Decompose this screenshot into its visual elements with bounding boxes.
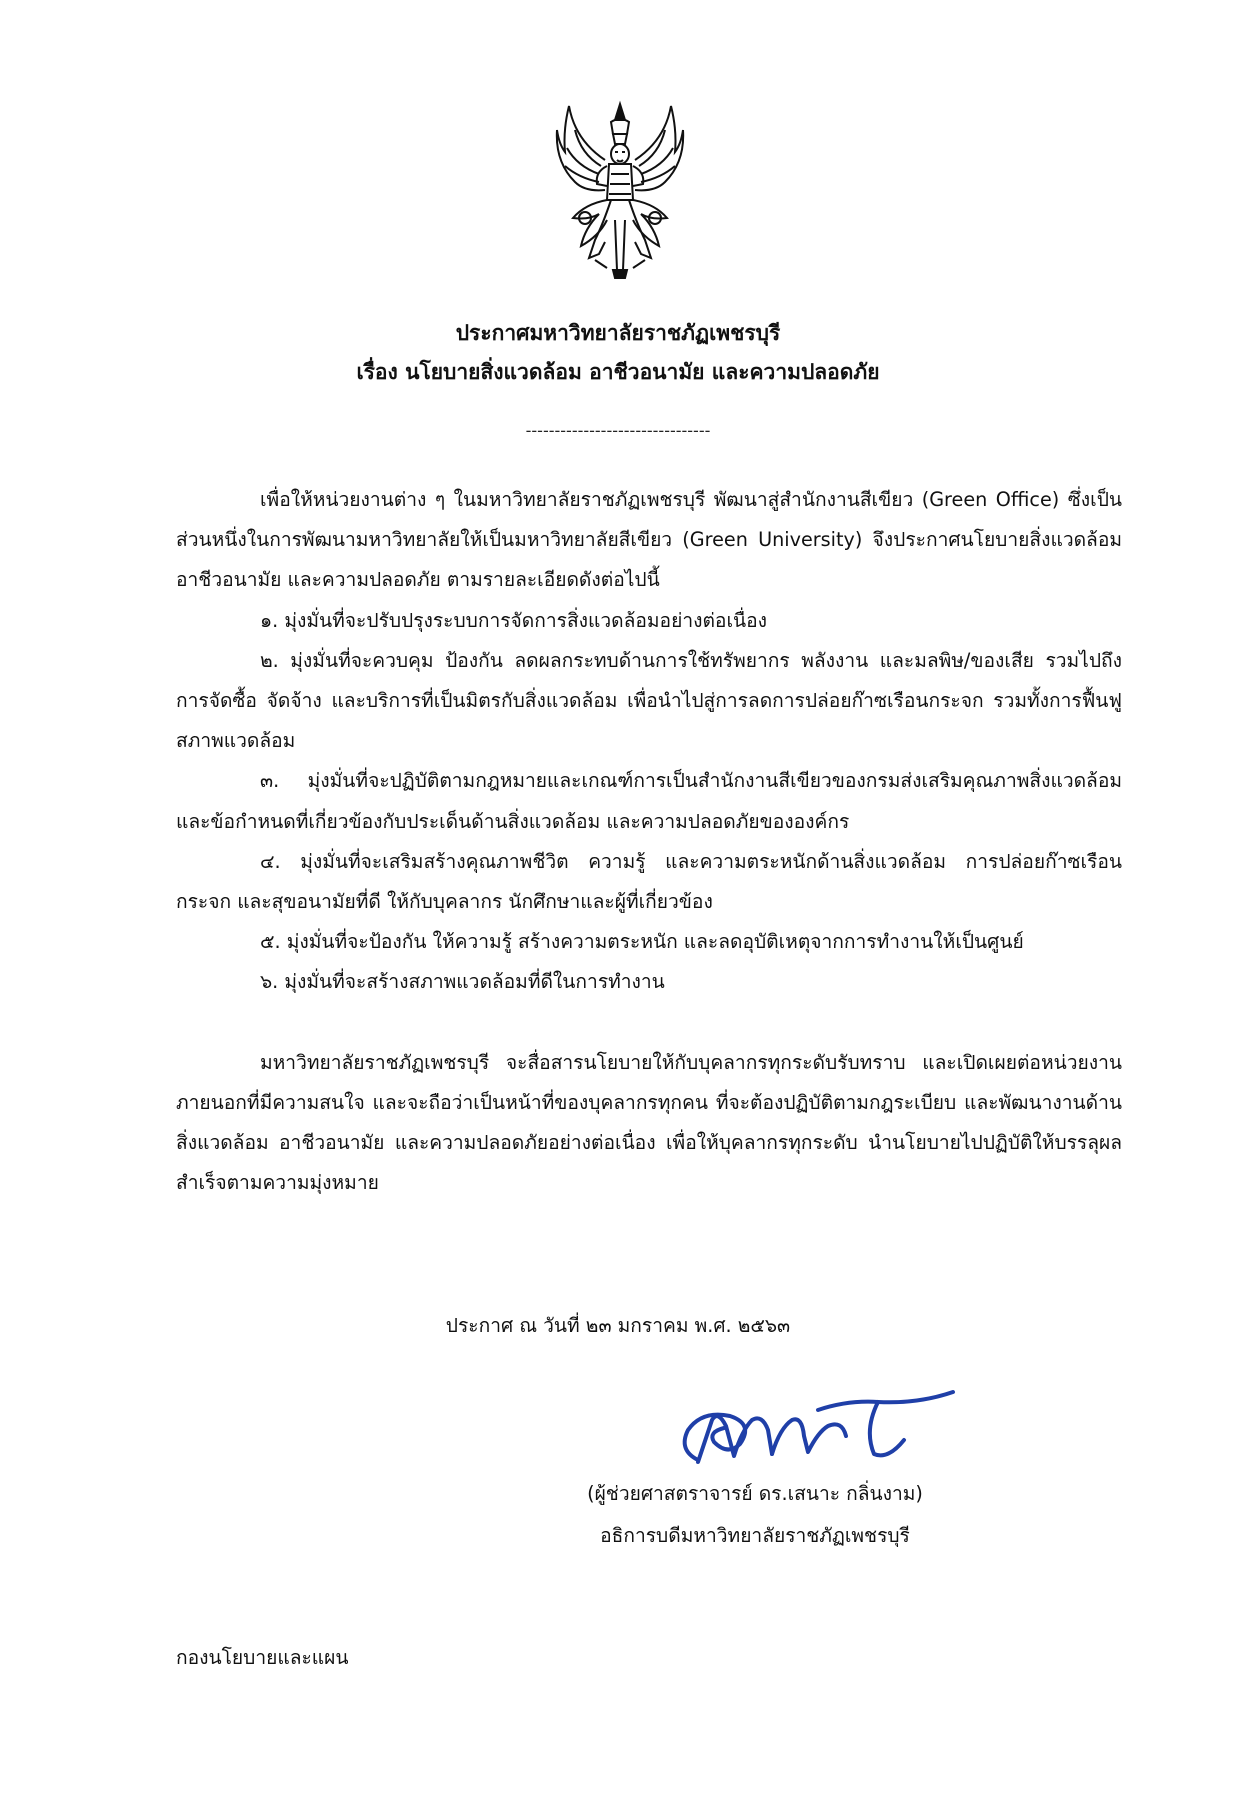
policy-item-3: ๓. มุ่งมั่นที่จะปฏิบัติตามกฎหมายและเกณฑ์การเป็นสำนักงานสีเขียวของกรมส่งเสริมคุณภาพสิ่งแวดล้อม และข้อกำหนดที่เกี่ยวข้องกับประเด็นด้านสิ่งแวดล้อม และความปลอดภัยขององค์กร bbox=[176, 769, 1122, 833]
intro-paragraph: เพื่อให้หน่วยงานต่าง ๆ ในมหาวิทยาลัยราชภัฏเพชรบุรี พัฒนาสู่สำนักงานสีเขียว (Green Office) ซึ่งเป็นส่วนหนึ่งในการพัฒนามหาวิทยาลัยให้เป็นมหาวิทยาลัยสีเขียว (Green University) จึงประกาศนโยบายสิ่งแวดล้อม อาชีวอนามัย และความปลอดภัย ตามรายละเอียดดังต่อไปนี้ bbox=[176, 488, 1122, 592]
policy-item-2: ๒. มุ่งมั่นที่จะควบคุม ป้องกัน ลดผลกระทบด้านการใช้ทรัพยากร พลังงาน และมลพิษ/ของเสีย รวมไปถึงการจัดซื้อ จัดจ้าง และบริการที่เป็นมิตรกับสิ่งแวดล้อม เพื่อนำไปสู่การลดการปล่อยก๊าซเรือนกระจก รวมทั้งการฟื้นฟูสภาพแวดล้อม bbox=[176, 648, 1122, 753]
announcement-subject: เรื่อง นโยบายสิ่งแวดล้อม อาชีวอนามัย และความปลอดภัย bbox=[356, 360, 880, 384]
signer-name: (ผู้ช่วยศาสตราจารย์ ดร.เสนาะ กลิ่นงาม) bbox=[587, 1482, 923, 1505]
policy-item-5: ๕. มุ่งมั่นที่จะป้องกัน ให้ความรู้ สร้างความตระหนัก และลดอุบัติเหตุจากการทำงานให้เป็นศูนย์ bbox=[260, 930, 1024, 954]
policy-item-6: ๖. มุ่งมั่นที่จะสร้างสภาพแวดล้อมที่ดีในการทำงาน bbox=[260, 970, 665, 994]
garuda-emblem-icon bbox=[555, 100, 685, 280]
policy-item-4: ๔. มุ่งมั่นที่จะเสริมสร้างคุณภาพชีวิต ความรู้ และความตระหนักด้านสิ่งแวดล้อม การปล่อยก๊าซเรือนกระจก และสุขอนามัยที่ดี ให้กับบุคลากร นักศึกษาและผู้ที่เกี่ยวข้อง bbox=[176, 849, 1122, 914]
announcement-body bbox=[176, 480, 1122, 1203]
divider-line: -------------------------------- bbox=[525, 421, 711, 440]
handwritten-signature bbox=[668, 1370, 968, 1480]
closing-paragraph: มหาวิทยาลัยราชภัฏเพชรบุรี จะสื่อสารนโยบายให้กับบุคลากรทุกระดับรับทราบ และเปิดเผยต่อหน่วยงานภายนอกที่มีความสนใจ และจะถือว่าเป็นหน้าที่ของบุคลากรทุกคน ที่จะต้องปฏิบัติตามกฎระเบียบ และพัฒนางานด้านสิ่งแวดล้อม อาชีวอนามัย และความปลอดภัยอย่างต่อเนื่อง เพื่อให้บุคลากรทุกระดับ นำนโยบายไปปฏิบัติให้บรรลุผลสำเร็จตามความมุ่งหมาย bbox=[176, 1050, 1122, 1195]
signer-position: อธิการบดีมหาวิทยาลัยราชภัฏเพชรบุรี bbox=[600, 1524, 910, 1547]
issuing-department: กองนโยบายและแผน bbox=[176, 1646, 349, 1669]
announcement-title: ประกาศมหาวิทยาลัยราชภัฏเพชรบุรี bbox=[455, 321, 781, 345]
announcement-date: ประกาศ ณ วันที่ ๒๓ มกราคม พ.ศ. ๒๕๖๓ bbox=[445, 1314, 791, 1337]
policy-item-1: ๑. มุ่งมั่นที่จะปรับปรุงระบบการจัดการสิ่งแวดล้อมอย่างต่อเนื่อง bbox=[260, 608, 768, 632]
